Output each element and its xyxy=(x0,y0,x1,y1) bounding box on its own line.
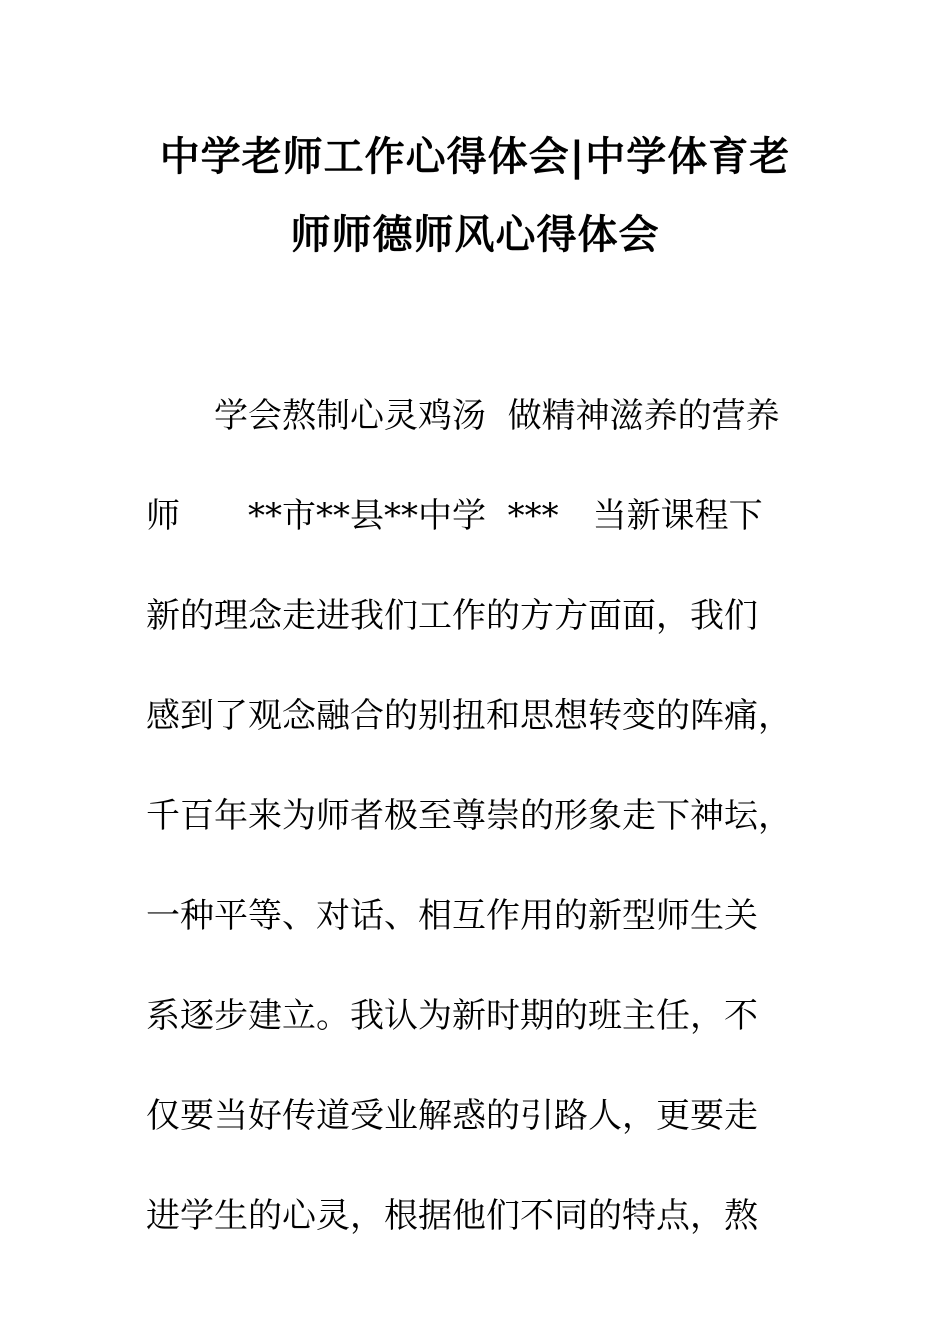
body-line-7: 系逐步建立。我认为新时期的班主任，不 xyxy=(146,996,758,1036)
body-line-1: 学会熬制心灵鸡汤 做精神滋养的营养 xyxy=(146,396,780,436)
body-line-9: 进学生的心灵，根据他们不同的特点，熬 xyxy=(146,1196,758,1236)
title-line-1: 中学老师工作心得体会|中学体育老 xyxy=(159,134,791,180)
body-line-6: 一种平等、对话、相互作用的新型师生关 xyxy=(146,896,758,936)
document-body xyxy=(146,366,806,1266)
document-title xyxy=(140,118,810,274)
body-line-2: 师 **市**县**中学 *** 当新课程下 xyxy=(146,496,763,536)
body-line-5: 千百年来为师者极至尊崇的形象走下神坛， xyxy=(146,796,792,836)
body-line-4: 感到了观念融合的别扭和思想转变的阵痛， xyxy=(146,696,792,736)
body-line-3: 新的理念走进我们工作的方方面面，我们 xyxy=(146,596,758,636)
body-line-8: 仅要当好传道受业解惑的引路人，更要走 xyxy=(146,1096,758,1136)
title-line-2: 师师德师风心得体会 xyxy=(290,212,660,258)
